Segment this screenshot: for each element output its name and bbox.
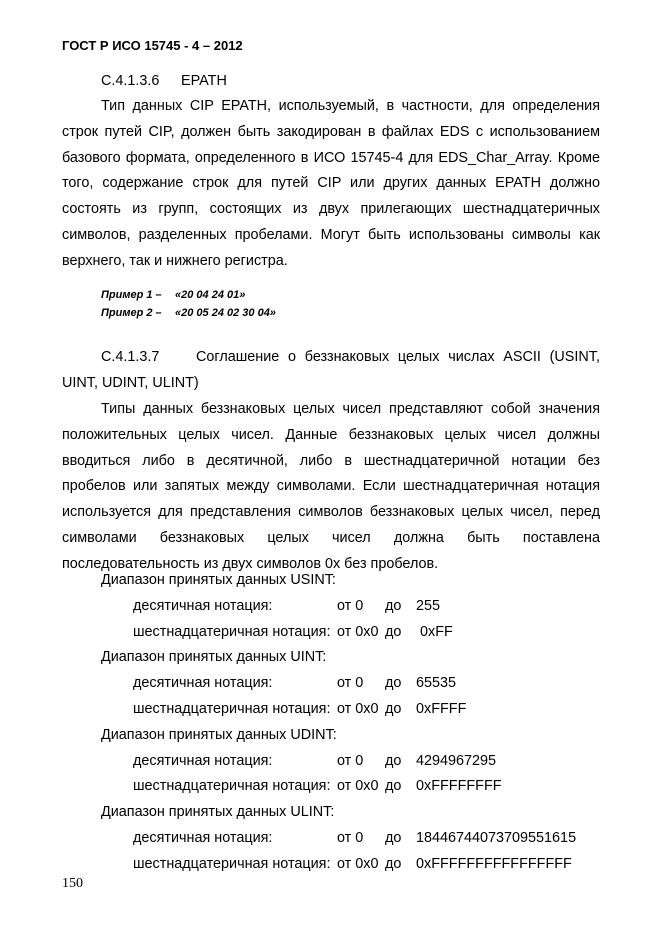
section-number: C.4.1.3.7 (101, 349, 160, 365)
section-heading-usint (62, 345, 600, 397)
notation-label: десятичная нотация: (133, 752, 273, 769)
range-row (101, 852, 576, 878)
range-max: 0xFF (416, 623, 453, 640)
range-to: до (385, 597, 402, 614)
range-from: от 0 (337, 675, 364, 692)
range-from: от 0 (337, 597, 364, 614)
range-max: 65535 (416, 675, 457, 692)
ranges-list (101, 568, 576, 878)
notation-label: шестнадцатеричная нотация: (133, 778, 331, 795)
range-max: 0xFFFFFFFF (416, 778, 502, 795)
range-from: от 0 (337, 829, 364, 846)
range-max: 0xFFFF (416, 700, 467, 717)
range-max: 18446744073709551615 (416, 829, 577, 846)
range-to: до (385, 778, 402, 795)
range-to: до (385, 829, 402, 846)
range-to: до (385, 623, 402, 640)
page-number: 150 (62, 876, 83, 891)
range-from: от 0x0 (337, 778, 379, 795)
range-to: до (385, 752, 402, 769)
notation-label: десятичная нотация: (133, 829, 273, 846)
example-value: «20 05 24 02 30 04» (175, 307, 276, 319)
range-to: до (385, 855, 402, 872)
range-row (101, 826, 576, 852)
range-max: 255 (416, 597, 441, 614)
range-max: 0xFFFFFFFFFFFFFFFF (416, 855, 572, 872)
range-heading: Диапазон принятых данных ULINT: (101, 804, 335, 821)
notation-label: десятичная нотация: (133, 675, 273, 692)
notation-label: шестнадцатеричная нотация: (133, 623, 331, 640)
document-header: ГОСТ Р ИСО 15745 - 4 – 2012 (62, 38, 243, 53)
notation-label: десятичная нотация: (133, 597, 273, 614)
range-heading: Диапазон принятых данных UINT: (101, 649, 327, 666)
notation-label: шестнадцатеричная нотация: (133, 700, 331, 717)
example-label: Пример 1 – (101, 289, 162, 301)
range-from: от 0 (337, 752, 364, 769)
example-value: «20 04 24 01» (175, 289, 246, 301)
usint-paragraph: Типы данных беззнаковых целых чисел представляют собой значения положительных целых чисел. Данные беззнаковых целых чисел должны вводиться либо в десятичной, либо в шестнадцатеричной нотации без пробелов или запятых между символами. Если шестнадцатеричная нотация используется для представления символов беззнаковых целых чисел, перед символами беззнаковых целых чисел должна быть поставлена последовательность из двух символов 0x без пробелов. (62, 401, 600, 572)
example-2 (101, 302, 276, 324)
range-from: от 0x0 (337, 855, 379, 872)
range-row (101, 671, 576, 697)
range-to: до (385, 700, 402, 717)
range-max: 4294967295 (416, 752, 497, 769)
range-row (101, 620, 576, 646)
range-heading: Диапазон принятых данных USINT: (101, 572, 336, 588)
range-row (101, 749, 576, 775)
section-heading-epath (101, 69, 227, 95)
range-from: от 0x0 (337, 623, 379, 640)
section-title: EPATH (181, 73, 227, 89)
range-heading: Диапазон принятых данных UDINT: (101, 726, 337, 743)
example-label: Пример 2 – (101, 307, 162, 319)
range-row (101, 774, 576, 800)
range-from: от 0x0 (337, 700, 379, 717)
section-title: Соглашение о беззнаковых целых числах ASCII (USINT, UINT, UDINT, ULINT) (62, 349, 600, 391)
range-row (101, 697, 576, 723)
epath-paragraph: Тип данных CIP EPATH, используемый, в частности, для определения строк путей CIP, должен быть закодирован в файлах EDS с использованием базового формата, определенного в ИСО 15745-4 для EDS_Char_Array. Кроме того, содержание строк для путей CIP или других данных EPATH должно состоять из групп, состоящих из двух прилегающих шестнадцатеричных символов, разделенных пробелами. Могут быть использованы символы как верхнего, так и нижнего регистра. (62, 98, 600, 269)
section-number: C.4.1.3.6 (101, 73, 160, 89)
range-row (101, 594, 576, 620)
range-to: до (385, 675, 402, 692)
notation-label: шестнадцатеричная нотация: (133, 855, 331, 872)
